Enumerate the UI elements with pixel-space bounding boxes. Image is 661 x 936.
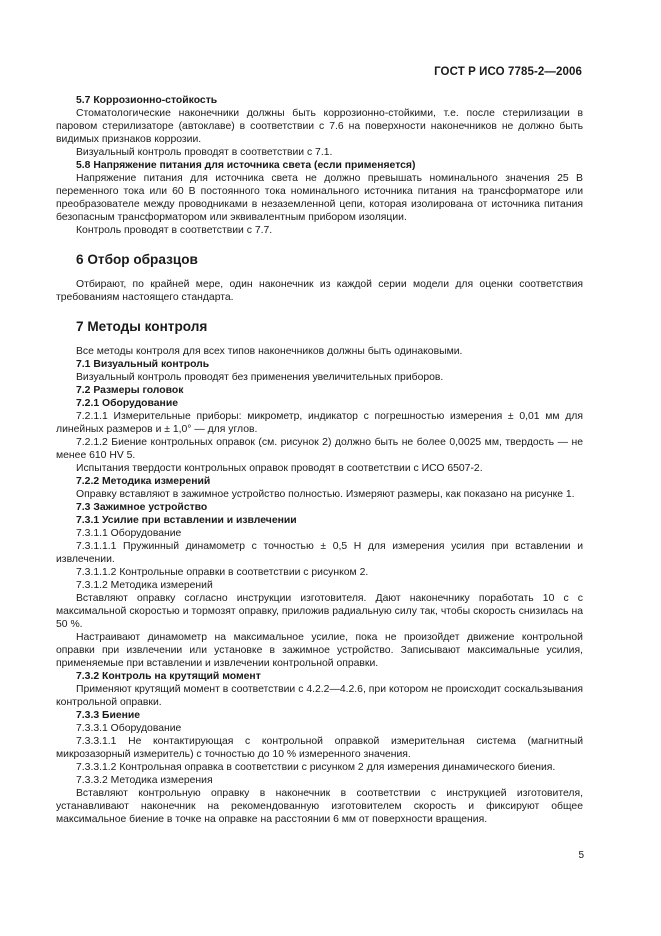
subsection-heading-5-7: 5.7 Коррозионно-стойкость (76, 95, 218, 106)
subsection-heading-7-2-1: 7.2.1 Оборудование (76, 398, 178, 409)
paragraph: 7.3.1.1.2 Контрольные оправки в соответствии с рисунком 2. (76, 567, 369, 578)
subsection-heading-7-2-2: 7.2.2 Методика измерений (76, 476, 211, 487)
paragraph: Контроль проводят в соответствии с 7.7. (76, 225, 273, 236)
paragraph: Напряжение питания для источника света не должно превышать номинального значения 25 В переменного тока или 60 В постоянного тока номинального источника питания на трансформаторе или преобразователе между проводниками в незаземленной цепи, которая изолирована от источника питания безопасным трансформатором или эквивалентным прибором изоляции. (56, 173, 583, 223)
paragraph: 7.3.3.1.1 Не контактирующая с контрольной оправкой измерительная система (магнитный микрозазорный измеритель) с точностью до 10 % измеренного значения. (56, 736, 583, 760)
paragraph: Стоматологические наконечники должны быть коррозионно-стойкими, т.е. после стерилизации в паровом стерилизаторе (автоклаве) в соответствии с 7.6 на поверхности наконечников не должно быть видимых признаков коррозии. (56, 108, 583, 145)
paragraph: 7.2.1.1 Измерительные приборы: микрометр, индикатор с погрешностью измерения ± 0,01 мм для линейных размеров и ± 1,0° — для углов. (56, 411, 583, 435)
subsection-heading-7-3-1: 7.3.1 Усилие при вставлении и извлечении (76, 515, 297, 526)
subsection-heading-7-3: 7.3 Зажимное устройство (76, 502, 208, 513)
paragraph: Настраивают динамометр на максимальное усилие, пока не произойдет движение контрольной оправки при извлечении или установке в зажимное устройство. Записывают максимальные усилия, применяемые при вставлении и извлечении контрольной оправки. (56, 632, 583, 669)
paragraph: Применяют крутящий момент в соответствии с 4.2.2—4.2.6, при котором не происходит соскальзывания контрольной оправки. (56, 684, 583, 708)
paragraph: 7.2.1.2 Биение контрольных оправок (см. рисунок 2) должно быть не более 0,0025 мм, твердость — не менее 610 HV 5. (56, 437, 583, 461)
subsection-heading-7-2: 7.2 Размеры головок (76, 385, 184, 396)
paragraph: Вставляют контрольную оправку в наконечник в соответствии с инструкцией изготовителя, устанавливают наконечник на рекомендованную изготовителем скорость и фиксируют общее максимальное биение в точке на оправке на расстоянии 6 мм от поверхности вращения. (56, 788, 583, 825)
paragraph: 7.3.1.1 Оборудование (76, 528, 182, 539)
document-header: ГОСТ Р ИСО 7785-2—2006 (434, 66, 582, 78)
paragraph: 7.3.3.1.2 Контрольная оправка в соответствии с рисунком 2 для измерения динамического биения. (76, 762, 556, 773)
subsection-heading-7-3-2: 7.3.2 Контроль на крутящий момент (76, 671, 261, 682)
paragraph: Вставляют оправку согласно инструкции изготовителя. Дают наконечнику поработать 10 с с максимальной скоростью и тормозят оправку, приложив радиальную силу так, чтобы скорость снизилась на 50 %. (56, 593, 583, 630)
paragraph: 7.3.1.1.1 Пружинный динамометр с точностью ± 0,5 Н для измерения усилия при вставлении и извлечении. (56, 541, 583, 565)
paragraph: Визуальный контроль проводят без применения увеличительных приборов. (76, 372, 444, 383)
paragraph: Отбирают, по крайней мере, один наконечник из каждой серии модели для оценки соответствия требованиям настоящего стандарта. (56, 279, 583, 303)
paragraph: 7.3.3.2 Методика измерения (76, 775, 213, 786)
paragraph: 7.3.3.1 Оборудование (76, 723, 182, 734)
paragraph: Все методы контроля для всех типов наконечников должны быть одинаковыми. (76, 346, 463, 357)
paragraph: Оправку вставляют в зажимное устройство полностью. Измеряют размеры, как показано на рисунке 1. (76, 489, 575, 500)
page-number: 5 (578, 850, 584, 861)
document-body (56, 94, 583, 826)
paragraph: Визуальный контроль проводят в соответствии с 7.1. (76, 147, 333, 158)
paragraph: 7.3.1.2 Методика измерений (76, 580, 213, 591)
subsection-heading-7-3-3: 7.3.3 Биение (76, 710, 141, 721)
section-heading-6: 6 Отбор образцов (76, 252, 198, 267)
section-heading-7: 7 Методы контроля (76, 319, 208, 334)
subsection-heading-5-8: 5.8 Напряжение питания для источника света (если применяется) (76, 160, 416, 171)
subsection-heading-7-1: 7.1 Визуальный контроль (76, 359, 210, 370)
paragraph: Испытания твердости контрольных оправок проводят в соответствии с ИСО 6507-2. (76, 463, 483, 474)
